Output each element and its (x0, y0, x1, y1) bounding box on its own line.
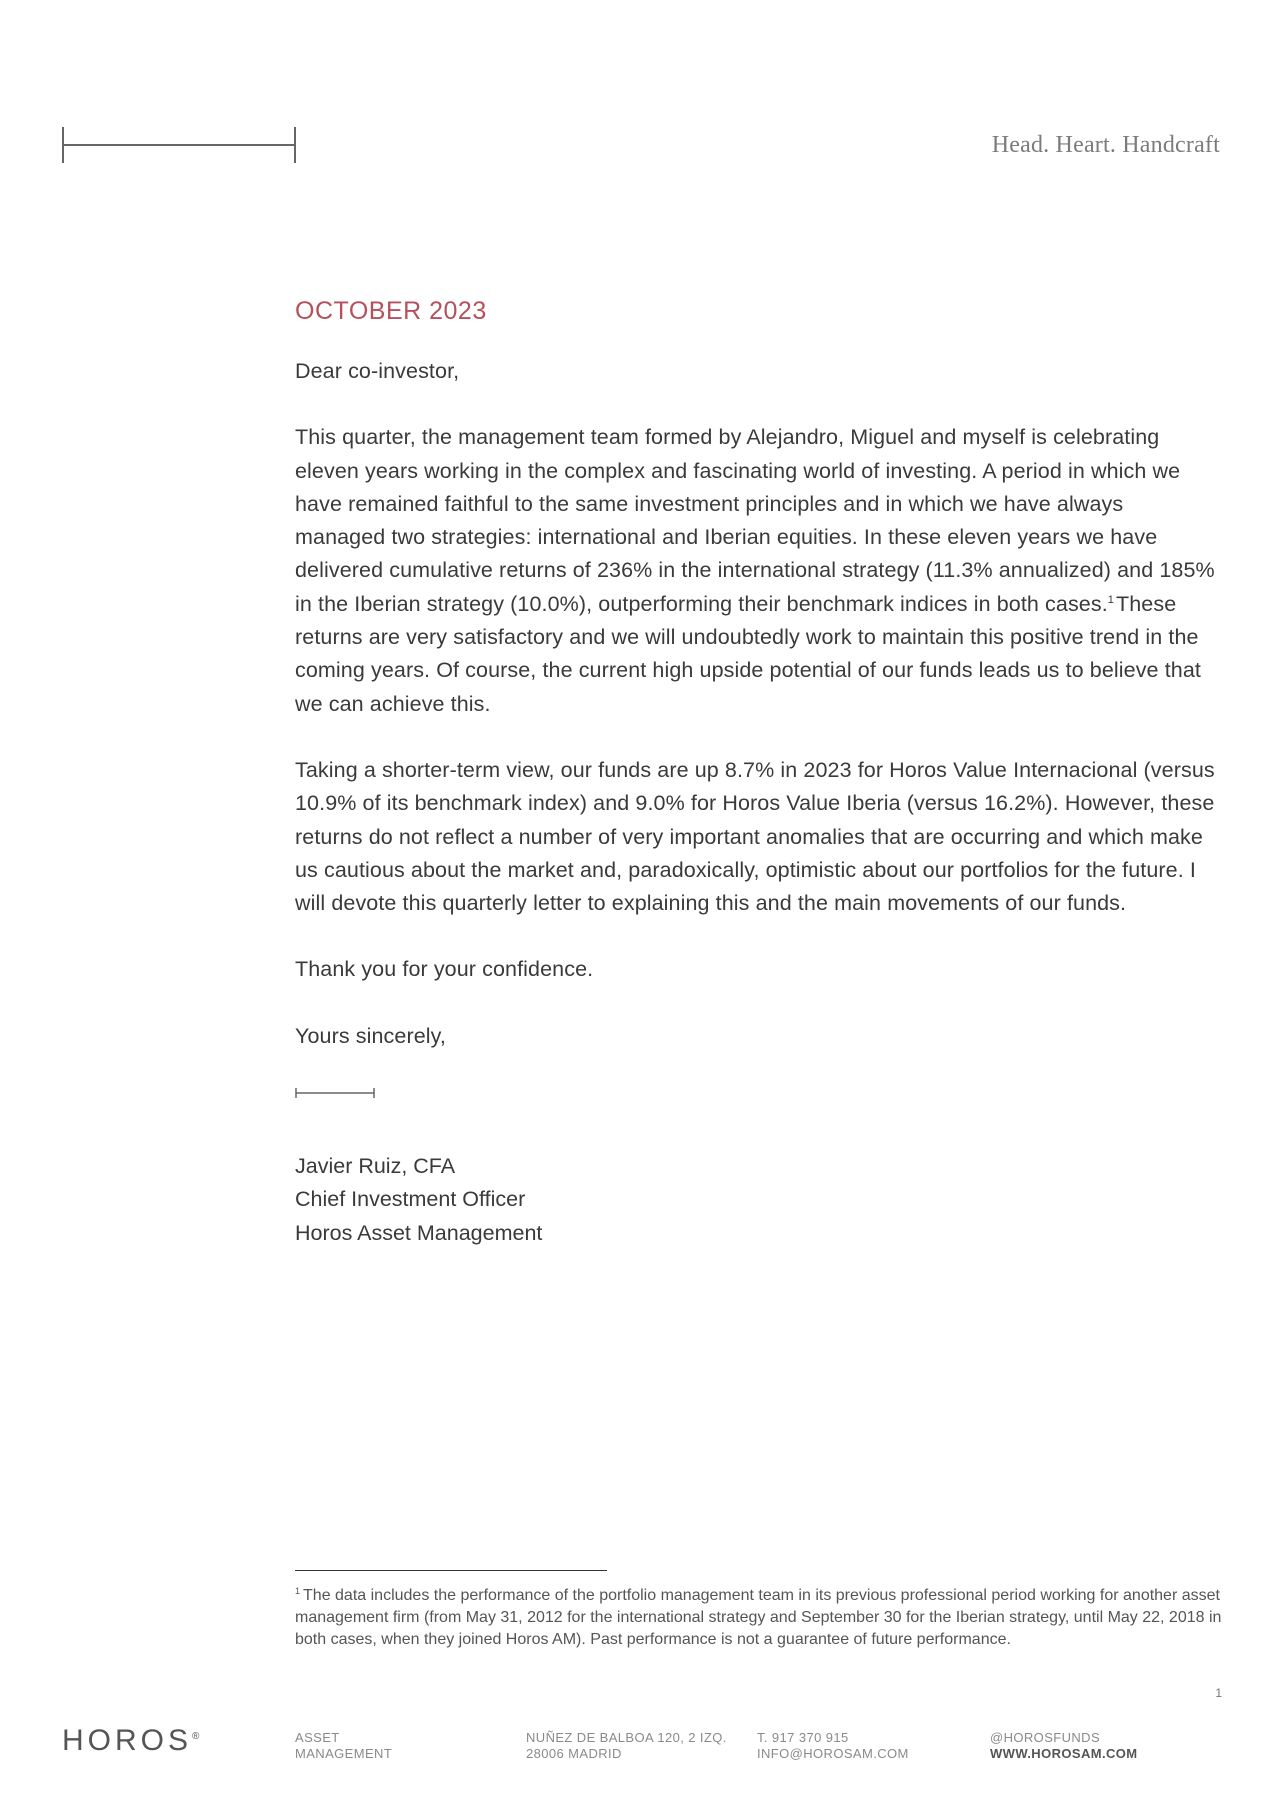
signer-company: Horos Asset Management (295, 1220, 543, 1245)
tagline: Head. Heart. Handcraft (991, 132, 1220, 158)
paragraph-2: Taking a shorter-term view, our funds are up 8.7% in 2023 for Horos Value Internacional (versus 10.9% of its benchmark index) and 9.0% for Horos Value Iberia (versus 16.2%). However, these returns do not reflect a number of very important anomalies that are occurring and which make us cautious about the market and, paradoxically, optimistic about our portfolios for the future. I will devote this quarterly letter to explaining this and the main movements of our funds. (295, 757, 1215, 916)
paragraph-1-part-a: This quarter, the management team formed by Alejandro, Miguel and myself is celebrating eleven years working in the complex and fascinating world of investing. A period in which we have remained faithful to the same investment principles and in which we have always managed two strategies: international and Iberian equities. In these eleven years we have delivered cumulative returns of 236% in the international strategy (11.3% annualized) and 185% in the Iberian strategy (10.0%), outperforming their benchmark indices in both cases. (295, 425, 1215, 616)
footer-phone[interactable]: T. 917 370 915 (757, 1730, 849, 1745)
signer-name: Javier Ruiz, CFA (295, 1154, 456, 1179)
footnote-reference[interactable]: 1 (1107, 593, 1114, 606)
closing-line: Yours sincerely, (295, 1023, 446, 1048)
footnote-text: The data includes the performance of the portfolio management team in its previous professional period working for another asset management firm (from May 31, 2012 for the international strategy and September 30 for the Iberian strategy, until May 22, 2018 in both cases, when they joined Horos AM). Past performance is not a guarantee of future performance. (295, 1587, 1222, 1648)
footer-address (526, 1730, 727, 1762)
footer-company-line2: MANAGEMENT (295, 1746, 393, 1761)
letter-body (295, 293, 1215, 1250)
footnote-divider (295, 1570, 607, 1571)
footer-logo (62, 1724, 199, 1758)
letter-date: OCTOBER 2023 (295, 297, 487, 325)
footer-website-link[interactable]: WWW.HOROSAM.COM (990, 1746, 1138, 1761)
footer-address-line2: 28006 MADRID (526, 1746, 622, 1761)
footer-web (990, 1730, 1138, 1762)
footer-social[interactable]: @HOROSFUNDS (990, 1730, 1101, 1745)
salutation: Dear co-investor, (295, 359, 460, 383)
horos-h-logo-icon (62, 126, 296, 164)
thanks-line: Thank you for your confidence. (295, 957, 594, 982)
footnote-marker: 1 (295, 1585, 301, 1596)
signer-title: Chief Investment Officer (295, 1187, 526, 1212)
signature-block (295, 1150, 1215, 1250)
registered-mark: ® (192, 1731, 200, 1742)
paragraph-1 (295, 421, 1215, 721)
footer-email[interactable]: INFO@HOROSAM.COM (757, 1746, 909, 1761)
signature-mark-icon (295, 1086, 375, 1100)
footer-contact (757, 1730, 909, 1762)
paragraph-1-part-b: These returns are very satisfactory and we will undoubtedly work to maintain this positive trend in the coming years. Of course, the current high upside potential of our funds leads us to believe that we can achieve this. (295, 591, 1201, 716)
page-number: 1 (1215, 1686, 1222, 1700)
footer-brand-name: HOROS (62, 1724, 193, 1757)
footnote (295, 1585, 1225, 1651)
footer-address-line1: NUÑEZ DE BALBOA 120, 2 IZQ. (526, 1730, 727, 1745)
footer-company (295, 1730, 392, 1762)
footer-company-line1: ASSET (295, 1730, 340, 1745)
